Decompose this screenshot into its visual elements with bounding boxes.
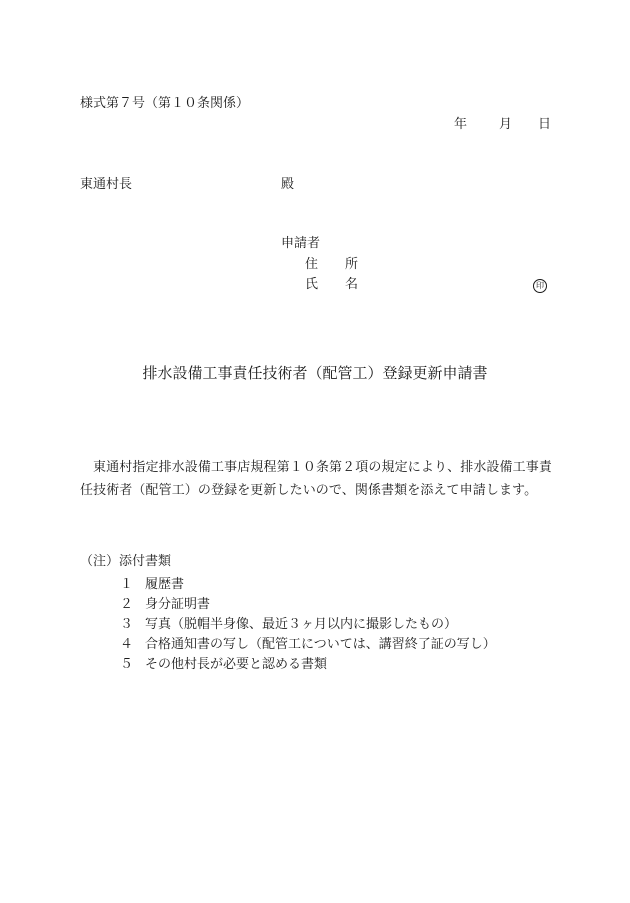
date-year: 年 [454,117,468,132]
date-month: 月 [499,117,513,132]
address-label-char-1: 住 [305,257,319,272]
document-title: 排水設備工事責任技術者（配管工）登録更新申請書 [142,364,488,382]
list-item-number: ２ [120,597,134,612]
list-item-text: 合格通知書の写し（配管工については、講習終了証の写し） [145,637,496,652]
notes-heading: （注）添付書類 [80,554,172,569]
list-item-number: ４ [120,637,134,652]
applicant-label: 申請者 [281,236,321,251]
name-label-char-1: 氏 [305,277,319,292]
honorific: 殿 [281,177,295,192]
list-item-number: １ [120,577,134,592]
list-item-number: ３ [120,617,134,632]
name-label-char-2: 名 [345,277,359,292]
list-item-number: ５ [120,657,134,672]
body-paragraph: 東通村指定排水設備工事店規程第１０条第２項の規定により、排水設備工事責任技術者（配管工）の登録を更新したいので、関係書類を添えて申請します。 [80,460,552,498]
list-item-text: 身分証明書 [145,597,211,612]
date-day: 日 [538,117,552,132]
list-item-text: 履歴書 [145,577,185,592]
address-label-char-2: 所 [345,257,359,272]
addressee: 東通村長 [80,177,133,192]
list-item-text: 写真（脱帽半身像、最近３ヶ月以内に撮影したもの） [145,617,458,632]
form-number: 様式第７号（第１０条関係） [80,96,250,111]
seal-mark: 印 [533,279,547,293]
list-item-text: その他村長が必要と認める書類 [145,657,328,672]
